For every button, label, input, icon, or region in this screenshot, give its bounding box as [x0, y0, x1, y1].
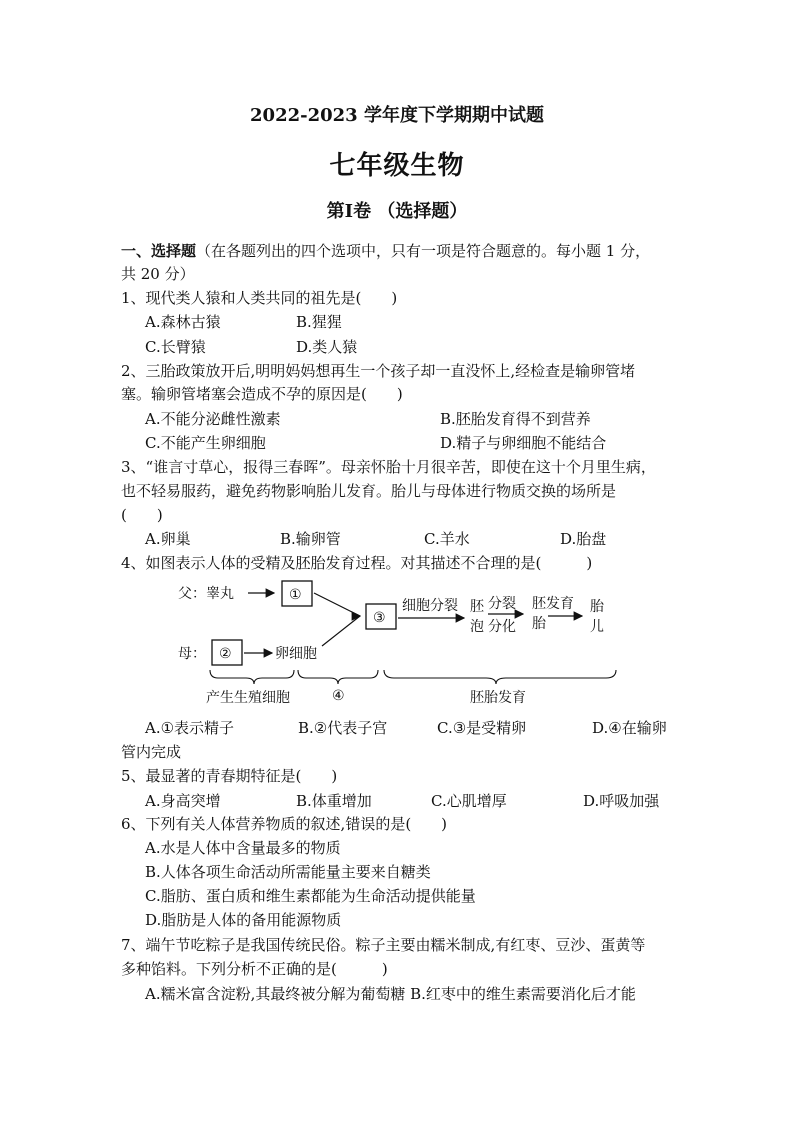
section-instruction-line-2: 共 20 分）	[121, 265, 195, 283]
question-6-option-a: A.水是人体中含量最多的物质	[145, 839, 341, 857]
question-5-option-c: C.心肌增厚	[431, 792, 507, 810]
question-6-stem: 6、下列有关人体营养物质的叙述,错误的是( )	[121, 815, 448, 833]
fertilization-diagram	[170, 578, 630, 708]
section-instruction-line-1	[121, 240, 650, 263]
question-5-stem: 5、最显著的青春期特征是( )	[121, 767, 338, 785]
arrow-converge-bottom	[322, 616, 360, 646]
question-1-option-c: C.长臂猿	[145, 338, 206, 356]
brace-label-reproductive-cells: 产生生殖细胞	[206, 690, 290, 706]
blastocyst-label-2: 泡	[470, 619, 484, 635]
question-6-option-b: B.人体各项生命活动所需能量主要来自糖类	[145, 863, 431, 881]
brace-reproductive-cells	[210, 670, 294, 684]
question-7-option-a-b: A.糯米富含淀粉,其最终被分解为葡萄糖 B.红枣中的维生素需要消化后才能	[145, 985, 636, 1003]
fetus-label-1: 胎	[590, 599, 604, 615]
embryo-development-label: 胚发育	[532, 596, 574, 612]
question-5-option-d: D.呼吸加强	[583, 792, 660, 810]
question-4-option-d: D.④在输卵	[592, 719, 667, 737]
egg-cell-label: 卵细胞	[275, 646, 317, 662]
question-1-option-d: D.类人猿	[296, 338, 358, 356]
blastocyst-label-1: 胚	[470, 599, 484, 615]
question-4-option-a: A.①表示精子	[145, 719, 235, 737]
question-3-stem-line-2: 也不轻易服药，避免药物影响胎儿发育。胎儿与母体进行物质交换的场所是	[121, 482, 617, 500]
section-instruction: （在各题列出的四个选项中，只有一项是符合题意的。每小题 1 分，	[196, 242, 651, 260]
question-4-stem: 4、如图表示人体的受精及胚胎发育过程。对其描述不合理的是( )	[121, 554, 593, 572]
question-3-option-b: B.输卵管	[280, 530, 341, 548]
fetus-label-2: 儿	[590, 619, 604, 635]
box-3-label: ③	[373, 610, 386, 626]
question-4-option-d-continued: 管内完成	[121, 743, 182, 761]
question-2-option-c: C.不能产生卵细胞	[145, 434, 266, 452]
question-2-option-a: A.不能分泌雌性激素	[145, 410, 281, 428]
question-3-stem-line-1: 3、“谁言寸草心，报得三春晖”。母亲怀胎十月很辛苦，即使在这十个月里生病，	[121, 458, 656, 476]
question-3-stem-line-3: ( )	[121, 506, 163, 524]
question-3-option-d: D.胎盘	[560, 530, 607, 548]
differentiation-label: 分化	[488, 619, 516, 635]
cell-division-label: 细胞分裂	[402, 598, 458, 614]
question-7-stem-line-1: 7、端午节吃粽子是我国传统民俗。粽子主要由糯米制成,有红枣、豆沙、蛋黄等	[121, 936, 646, 954]
arrow-converge-top	[314, 593, 360, 616]
exam-title: 2022-2023 学年度下学期期中试题	[250, 105, 544, 126]
question-1-option-a: A.森林古猿	[145, 313, 221, 331]
brace-embryo-development	[384, 670, 616, 684]
question-4-option-c: C.③是受精卵	[437, 719, 527, 737]
question-7-stem-line-2: 多种馅料。下列分析不正确的是( )	[121, 960, 388, 978]
section-heading: 一、选择题	[121, 242, 197, 260]
box-2-label: ②	[219, 646, 232, 662]
question-6-option-d: D.脂肪是人体的备用能源物质	[145, 911, 342, 929]
question-2-option-b: B.胚胎发育得不到营养	[440, 410, 591, 428]
brace-label-4: ④	[332, 688, 345, 704]
subject-title: 七年级生物	[329, 151, 465, 181]
mother-label: 母：	[178, 646, 206, 662]
question-1-stem: 1、现代类人猿和人类共同的祖先是( )	[121, 289, 398, 307]
question-4-option-b: B.②代表子宫	[298, 719, 388, 737]
box-1-label: ①	[289, 587, 302, 603]
question-2-option-d: D.精子与卵细胞不能结合	[440, 434, 607, 452]
question-2-stem-line-1: 2、三胎政策放开后,明明妈妈想再生一个孩子却一直没怀上,经检查是输卵管堵	[121, 362, 636, 380]
volume-title: 第Ⅰ卷 （选择题）	[326, 201, 468, 222]
father-testis-label: 父：睾丸	[178, 586, 234, 602]
question-3-option-c: C.羊水	[424, 530, 470, 548]
question-6-option-c: C.脂肪、蛋白质和维生素都能为生命活动提供能量	[145, 887, 476, 905]
question-2-stem-line-2: 塞。输卵管堵塞会造成不孕的原因是( )	[121, 385, 403, 403]
question-3-option-a: A.卵巢	[145, 530, 191, 548]
brace-label-embryo-development: 胚胎发育	[470, 690, 526, 706]
question-1-option-b: B.猩猩	[296, 313, 342, 331]
embryo-label: 胎	[532, 616, 546, 632]
division-label: 分裂	[488, 596, 516, 612]
brace-fertilization	[298, 670, 378, 684]
question-5-option-a: A.身高突增	[145, 792, 221, 810]
question-5-option-b: B.体重增加	[296, 792, 372, 810]
